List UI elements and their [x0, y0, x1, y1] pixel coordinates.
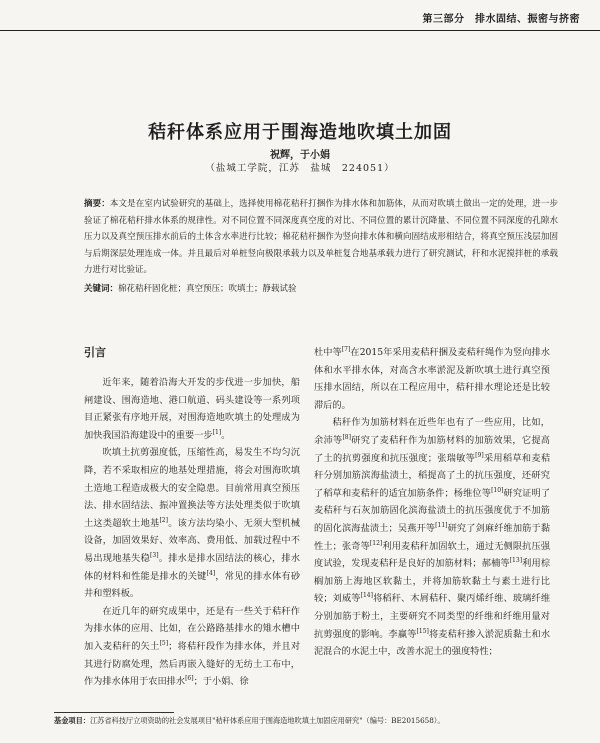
abstract — [84, 196, 558, 279]
paragraph: 在近几年的研究成果中，还是有一些关于秸秆作为排水体的应用、比如，在公路路基排水的雉水槽中加入麦秸秆的矢土[5]；将秸秆段作为排水体，并且对其进行防腐处理，然后再嵌入缝好的无纺土工布中，作为排水体用于农田排水[6]；于小娟、徐 — [84, 605, 301, 688]
body-column-left — [84, 374, 300, 691]
paragraph: 秸秆作为加筋材料在近些年也有了一些应用，比如，余沛等[8]研究了麦秸秆作为加筋材料的加筋效果，它提高了土的抗剪强度和抗压强度；张瑞敏等[9]采用稻草和麦秸秆分别加筋滨海盐渍土，稻提高了土的抗压强度，还研究了稻草和麦秸秆的适宜加筋条件；杨维位等[10]研究证明了麦秸秆与石灰加筋固化滨海盐渍土的抗压强度优于不加筋的固化滨海盐渍土；吴燕开等[11]研究了剑麻纤维加筋于黏性土；张奇等[12]利用麦秸秆加固软土，通过无侧限抗压强度试验，发现麦秸秆是良好的加筋材料；郝楠等[13]利用棕榈加筋上海地区软黏土，并将加筋软黏土与素土进行比较；刘威等[14]将稻秆、木屑秸秆、聚丙烯纤维、玻璃纤维分别加筋于粉土，主要研究不同类型的纤维和纤维用量对抗剪强度的影响。李赢等[15]将麦秸秆掺入淤泥质黏土和水泥混合的水泥土中，改善水泥土的强度特性； — [314, 417, 551, 658]
keywords-label: 关键词： — [84, 284, 119, 294]
affiliation: （盐城工学院，江苏 盐城 224051） — [205, 163, 395, 174]
footnote-divider — [54, 712, 174, 713]
paragraph: 近年来，随着沿海大开发的步伐进一步加快，船闸建设、围海造地、港口航道、码头建设等一系列项目正紧张有序地开展，对围海造地吹填土的处理成为加快我国沿海建设中的重要一步[1]。 — [84, 377, 300, 441]
paragraph: 吹填土抗剪强度低，压缩性高，易发生不均匀沉降，若不采取相应的地基处理措施，将会对围海吹填土造地工程造成极大的安全隐患。目前常用真空预压法、排水固结法、振冲置换法等方法处理类似于吹填土这类超软土地基[2]。该方法均染小、无须大型机械设备，加固效果好、效率高、费用低、加载过程中不易出现地基失稳[3]。排水是排水固结法的核心，排水体的材料和性能是排水的关键[4]，常见的排水体有砂井和塑料板。 — [84, 447, 301, 600]
paragraph: 杜中等[7]在2015年采用麦秸秆捆及麦秸秆绳作为竖向排水体和水平排水体，对高含水率淤泥及新吹填土进行真空预压排水固结，所以在工程应用中，秸秆排水理论还是比较滞后的。 — [314, 345, 550, 411]
authors: 祝辉，于小娟 — [270, 150, 330, 161]
abstract-label: 摘要： — [84, 199, 110, 209]
page-header — [0, 0, 600, 31]
keywords — [84, 282, 558, 296]
footnote-label: 基金项目： — [54, 716, 90, 725]
footnote-text: 江苏省科技厅立项资助的社会发展项目"秸秆体系应用于围海造地吹填土加固应用研究"（编号：BE2015658）。 — [89, 716, 445, 725]
running-header: 第三部分 排水固结、振密与挤密 — [422, 14, 580, 25]
paper-title: 秸秆体系应用于围海造地吹填土加固 — [148, 122, 452, 143]
keywords-text: 棉花秸秆固化桩；真空预压；吹填土；静载试验 — [118, 284, 297, 294]
body-column-right — [314, 344, 550, 661]
section-title: 引言 — [84, 346, 106, 359]
footnote — [54, 716, 574, 726]
abstract-text: 本文是在室内试验研究的基础上，选择使用棉花秸秆打捆作为排水体和加筋体，从而对吹填土做出一定的处理，进一步验证了棉花秸秆排水体系的规律性。对不同位置不同深度真空度的对比、不同位置的累计沉降量、不同位置不同深度的孔隙水压力以及真空预压排水前后的土体含水率进行比较；棉花秸秆捆作为竖向排水体和横向固结成形相结合，将真空预压浅层加固与后期深层处理连成一体。并且最后对单桩竖向极限承载力以及单桩复合地基承载力进行了研究测试，秆和水泥搅拌桩的承载力进行对比验证。 — [84, 199, 558, 276]
